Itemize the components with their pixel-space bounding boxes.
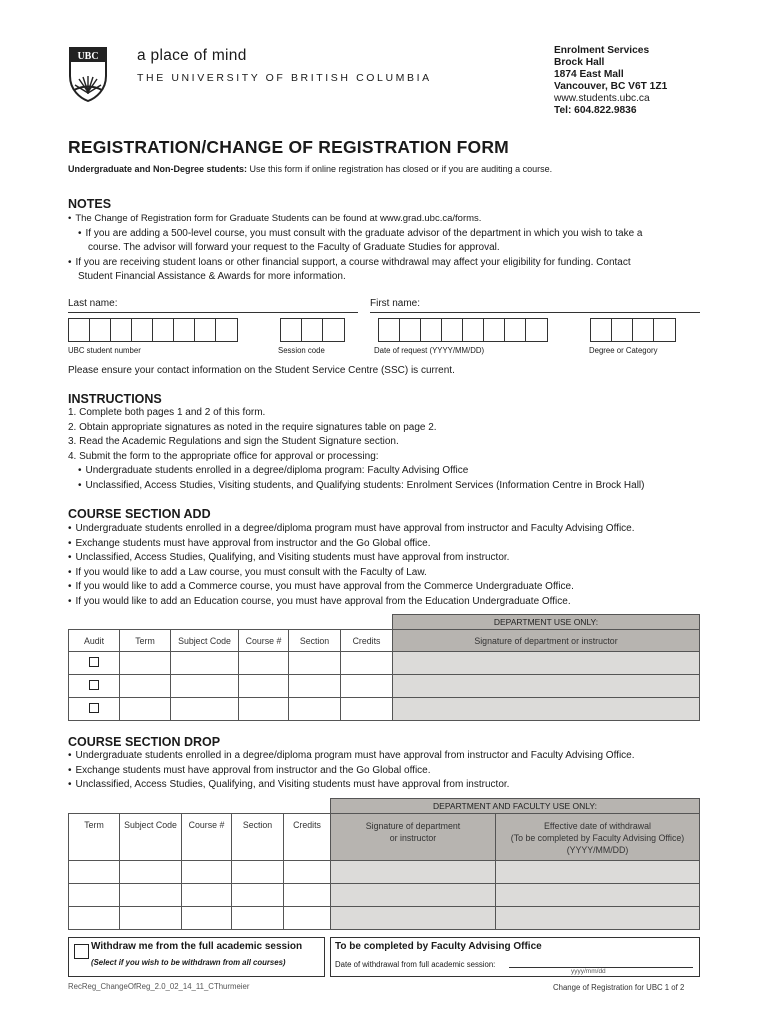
add-col-course: Course # — [239, 630, 289, 652]
add-col-term: Term — [120, 630, 171, 652]
drop-eff-line1: Effective date of withdrawal — [544, 821, 651, 831]
crest-text: UBC — [77, 51, 99, 62]
ubc-crest-logo — [68, 46, 108, 102]
drop-effective-date-cell[interactable] — [496, 907, 700, 930]
add-signature-cell[interactable] — [393, 652, 700, 675]
contact-phone: Tel: 604.822.9836 — [554, 105, 637, 116]
drop-effective-date-cell[interactable] — [496, 884, 700, 907]
advising-title: To be completed by Faculty Advising Office — [335, 941, 542, 952]
drop-col-credits: Credits — [284, 814, 331, 861]
drop-effective-date-cell[interactable] — [496, 861, 700, 884]
first-name-line[interactable] — [370, 312, 700, 313]
form-subtitle — [68, 164, 552, 174]
audit-checkbox[interactable] — [89, 703, 99, 713]
footer-doc-id: RecReg_ChangeOfReg_2.0_02_14_11_CThurmeier — [68, 982, 250, 991]
drop-bullet-3: • Unclassified, Access Studies, Qualifying, and Visiting students must have approval from instructor. — [68, 778, 635, 793]
add-col-audit: Audit — [69, 630, 120, 652]
audit-checkbox-cell[interactable] — [69, 675, 120, 698]
add-course-table — [68, 614, 700, 721]
subtitle-rest: Use this form if online registration has closed or if you are auditing a course. — [247, 164, 553, 174]
note-500-level-cont: course. The advisor will forward your request to the Faculty of Graduate Studies for approval. — [88, 242, 500, 253]
contact-block — [554, 45, 667, 117]
degree-label: Degree or Category — [589, 346, 658, 355]
drop-row — [69, 907, 700, 930]
date-request-boxes[interactable] — [378, 318, 548, 342]
instruction-step-3: 3. Read the Academic Regulations and sign the Student Signature section. — [68, 436, 399, 447]
note-grad: • The Change of Registration form for Graduate Students can be found at www.grad.ubc.ca/forms. — [68, 212, 643, 227]
add-dept-use-header: DEPARTMENT USE ONLY: — [393, 615, 700, 630]
drop-col-effective-date — [496, 814, 700, 861]
form-title: REGISTRATION/CHANGE OF REGISTRATION FORM — [68, 137, 509, 157]
drop-row — [69, 861, 700, 884]
footer-page-number: Change of Registration for UBC 1 of 2 — [553, 983, 685, 992]
drop-signature-cell[interactable] — [331, 884, 496, 907]
drop-bullets — [68, 749, 635, 793]
drop-course-table — [68, 798, 700, 930]
advising-date-format: yyyy/mm/dd — [571, 968, 606, 975]
student-number-label: UBC student number — [68, 346, 141, 355]
drop-row — [69, 884, 700, 907]
add-col-section: Section — [289, 630, 341, 652]
drop-bullet-1: • Undergraduate students enrolled in a degree/diploma program must have approval from instructor and Faculty Advising Office. — [68, 749, 635, 764]
contact-street: 1874 East Mall — [554, 69, 624, 80]
session-code-label: Session code — [278, 346, 325, 355]
last-name-line[interactable] — [68, 312, 358, 313]
notes-heading: NOTES — [68, 197, 112, 211]
withdraw-label: Withdraw me from the full academic session — [91, 941, 303, 952]
contact-website[interactable]: www.students.ubc.ca — [554, 93, 650, 104]
drop-col-subject: Subject Code — [120, 814, 182, 861]
note-500-level: • If you are adding a 500-level course, you must consult with the graduate advisor of the department in which you wish to take a — [68, 227, 643, 242]
withdraw-note: (Select if you wish to be withdrawn from all courses) — [91, 958, 286, 967]
audit-checkbox[interactable] — [89, 657, 99, 667]
add-bullet-3: • Unclassified, Access Studies, Qualifying, and Visiting students must have approval from instructor. — [68, 551, 635, 566]
advising-date-label: Date of withdrawal from full academic session: — [335, 960, 496, 969]
withdraw-checkbox[interactable] — [74, 944, 89, 959]
drop-col-signature — [331, 814, 496, 861]
add-bullet-5: • If you would like to add a Commerce course, you must have approval from the Commerce Undergraduate Office. — [68, 580, 635, 595]
drop-eff-line2: (To be completed by Faculty Advising Office) — [510, 833, 685, 843]
instructions-heading: INSTRUCTIONS — [68, 392, 162, 406]
degree-boxes[interactable] — [590, 318, 676, 342]
audit-checkbox-cell[interactable] — [69, 698, 120, 721]
instruction-sub-2: • Unclassified, Access Studies, Visiting students, and Qualifying students: Enrolment Services (Information Centre in Brock Hall) — [68, 479, 644, 494]
first-name-label: First name: — [370, 298, 421, 309]
drop-signature-cell[interactable] — [331, 907, 496, 930]
instruction-step-2: 2. Obtain appropriate signatures as noted in the require signatures table on page 2. — [68, 421, 437, 433]
instruction-step-1: 1. Complete both pages 1 and 2 of this form. — [68, 407, 266, 418]
add-row — [69, 675, 700, 698]
drop-dept-use-header: DEPARTMENT AND FACULTY USE ONLY: — [331, 799, 700, 814]
add-row — [69, 698, 700, 721]
add-col-credits: Credits — [341, 630, 393, 652]
last-name-label: Last name: — [68, 298, 118, 309]
tagline: a place of mind — [137, 47, 247, 64]
session-code-boxes[interactable] — [280, 318, 345, 342]
contact-building: Brock Hall — [554, 57, 605, 68]
drop-col-section: Section — [232, 814, 284, 861]
instruction-step-4: 4. Submit the form to the appropriate office for approval or processing: — [68, 450, 379, 462]
date-request-label: Date of request (YYYY/MM/DD) — [374, 346, 485, 355]
drop-heading: COURSE SECTION DROP — [68, 735, 221, 749]
instructions-list — [68, 406, 644, 493]
drop-sig-line1: Signature of department — [365, 821, 461, 831]
add-bullets — [68, 522, 635, 609]
add-bullet-1: • Undergraduate students enrolled in a degree/diploma program must have approval from instructor and Faculty Advising Office. — [68, 522, 635, 537]
add-row — [69, 652, 700, 675]
audit-checkbox[interactable] — [89, 680, 99, 690]
add-heading: COURSE SECTION ADD — [68, 507, 211, 521]
faculty-advising-box — [330, 937, 700, 977]
drop-eff-line3: (YYYY/MM/DD) — [566, 845, 629, 855]
audit-checkbox-cell[interactable] — [69, 652, 120, 675]
add-bullet-2: • Exchange students must have approval from instructor and the Go Global office. — [68, 537, 635, 552]
instruction-sub-1: • Undergraduate students enrolled in a degree/diploma program: Faculty Advising Office — [68, 464, 644, 479]
drop-col-term: Term — [69, 814, 120, 861]
withdraw-full-session-box — [68, 937, 325, 977]
add-col-signature: Signature of department or instructor — [393, 630, 700, 652]
drop-col-course: Course # — [182, 814, 232, 861]
note-loans-cont: Student Financial Assistance & Awards for more information. — [78, 271, 346, 282]
notes-list — [68, 212, 643, 285]
drop-bullet-2: • Exchange students must have approval from instructor and the Go Global office. — [68, 764, 635, 779]
subtitle-bold: Undergraduate and Non-Degree students: — [68, 164, 248, 174]
add-bullet-4: • If you would like to add a Law course, you must consult with the Faculty of Law. — [68, 566, 635, 581]
add-signature-cell[interactable] — [393, 698, 700, 721]
contact-office: Enrolment Services — [554, 45, 650, 56]
note-loans: • If you are receiving student loans or other financial support, a course withdrawal may affect your eligibility for funding. Contact — [68, 256, 643, 271]
student-number-boxes[interactable] — [68, 318, 238, 342]
drop-signature-cell[interactable] — [331, 861, 496, 884]
contact-notice: Please ensure your contact information on the Student Service Centre (SSC) is current. — [68, 365, 455, 376]
add-signature-cell[interactable] — [393, 675, 700, 698]
add-bullet-6: • If you would like to add an Education course, you must have approval from the Education Undergraduate Office. — [68, 595, 635, 610]
contact-city: Vancouver, BC V6T 1Z1 — [554, 81, 668, 92]
add-col-subject: Subject Code — [171, 630, 239, 652]
drop-sig-line2: or instructor — [389, 833, 437, 843]
university-name: THE UNIVERSITY OF BRITISH COLUMBIA — [137, 72, 432, 84]
